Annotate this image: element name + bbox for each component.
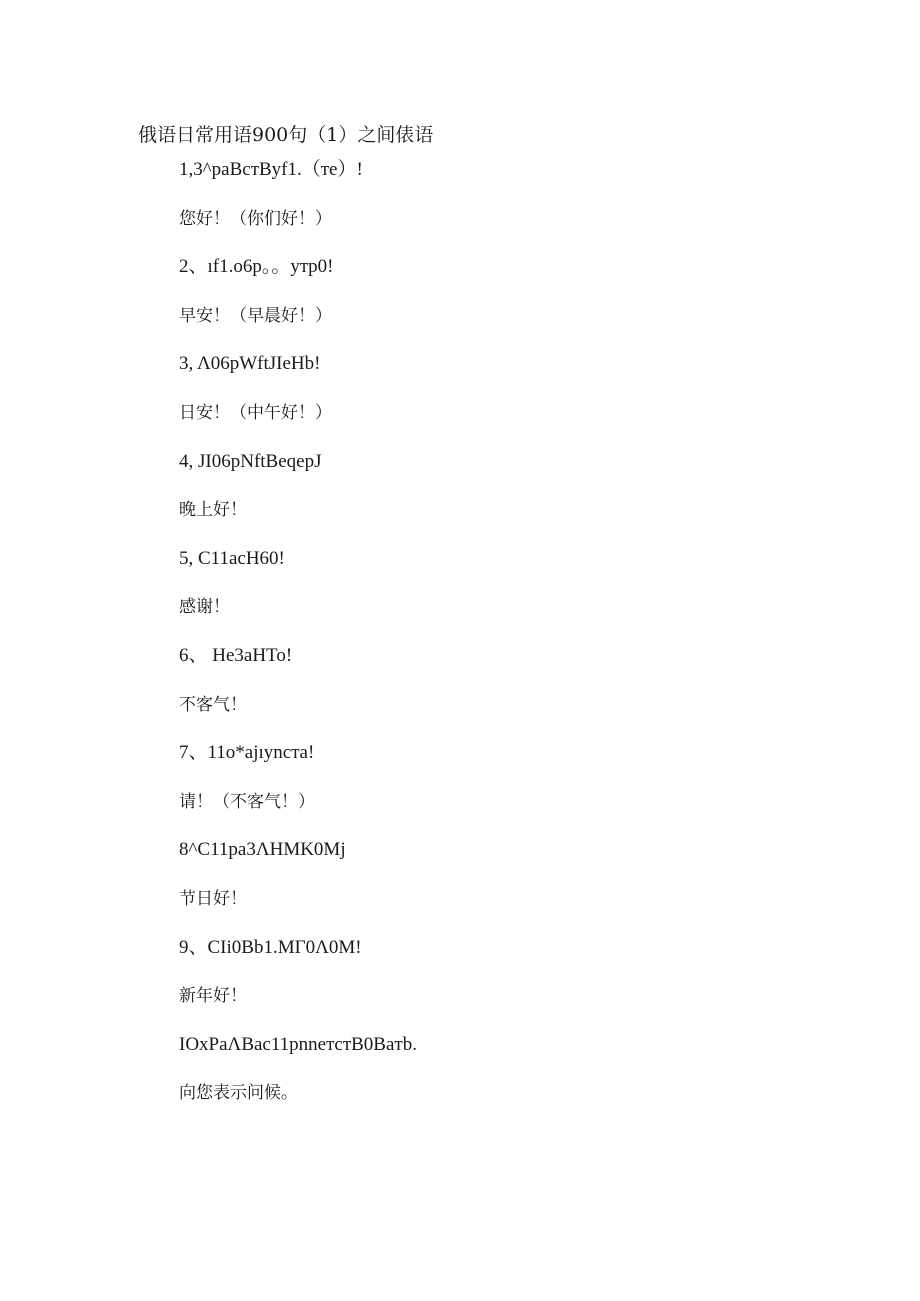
chinese-translation: 节日好！ (179, 888, 247, 909)
russian-phrase: 3, Λ06pWftJIeHb! (179, 353, 321, 375)
russian-phrase: 2、ıf1.o6p。。yтp0! (179, 256, 334, 278)
chinese-translation: 感谢！ (179, 597, 230, 618)
chinese-translation: 向您表示问候。 (179, 1083, 298, 1104)
russian-phrase: 9、CIi0Bb1.MΓ0Λ0M! (179, 936, 362, 958)
russian-phrase: IOxPaΛBac11pnneтcтB0Baтb. (179, 1033, 417, 1055)
phrase-list (179, 157, 417, 1129)
chinese-translation: 您好！（你们好！） (179, 208, 332, 229)
russian-phrase: 5, C11acH60! (179, 547, 285, 569)
russian-phrase: 1,3^paBcтByf1.（тe）! (179, 159, 363, 180)
chinese-translation: 晚上好！ (179, 500, 247, 521)
russian-phrase: 6、 He3aHTo! (179, 644, 293, 666)
chinese-translation: 请！（不客气！） (179, 791, 315, 812)
russian-phrase: 4, JI06pNftBeqepJ (179, 450, 322, 472)
chinese-translation: 早安！（早晨好！） (179, 305, 332, 326)
russian-phrase: 8^C11pa3ΛHMK0Mj (179, 839, 346, 861)
russian-phrase: 7、11o*ajıyncтa! (179, 742, 315, 764)
document-title: 俄语日常用语900句（1）之间俵语 (138, 124, 434, 146)
chinese-translation: 新年好！ (179, 986, 247, 1007)
chinese-translation: 不客气！ (179, 694, 247, 715)
chinese-translation: 日安！（中午好！） (179, 402, 332, 423)
